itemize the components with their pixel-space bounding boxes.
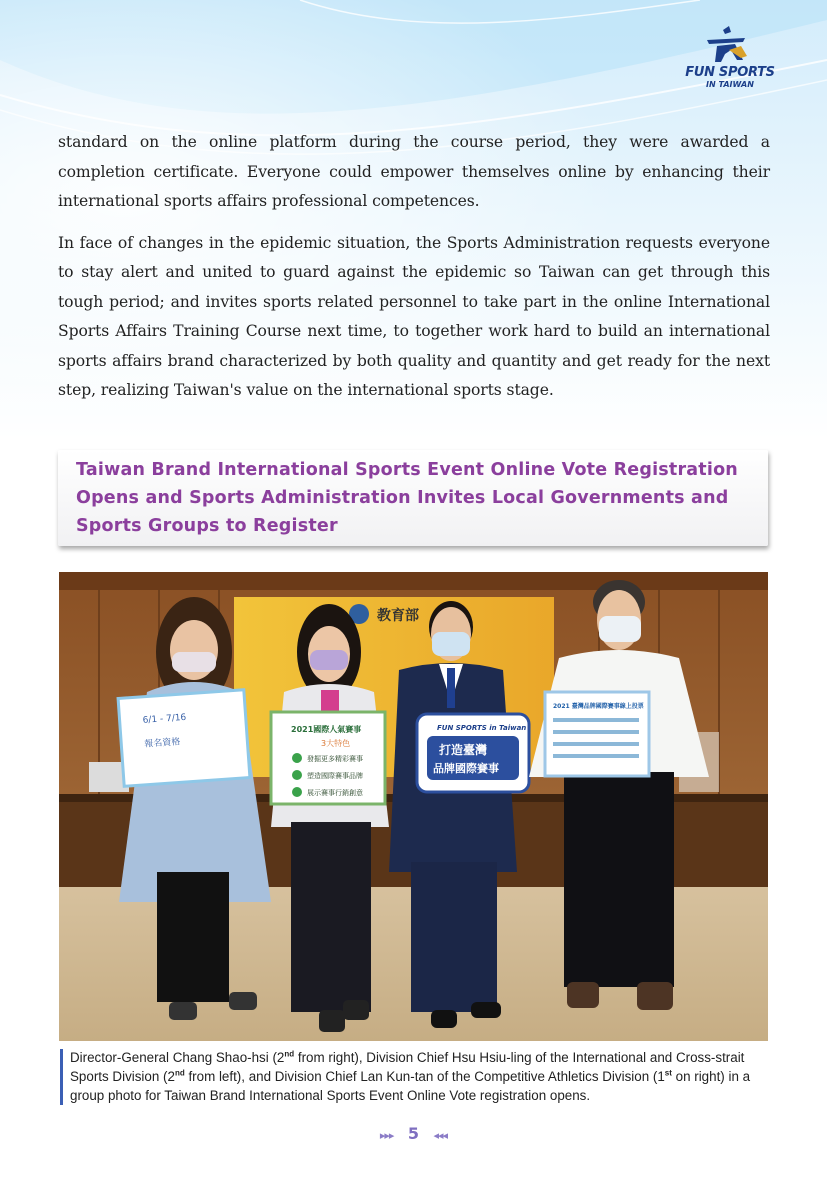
sign-right-title: 2021 臺灣品牌國際賽事線上投票 xyxy=(553,703,644,710)
caption-accent-bar xyxy=(60,1049,63,1105)
article-title-box xyxy=(58,450,768,546)
runner-icon xyxy=(685,24,775,66)
fun-sports-logo xyxy=(685,24,775,94)
body-text xyxy=(58,128,770,418)
sign-middle-sub: 3大特色 xyxy=(321,739,351,748)
arrow-right-icon: ▸▸▸ xyxy=(379,1129,394,1142)
logo-subtitle: IN TAIWAN xyxy=(706,80,754,89)
sign-middle-item: 展示賽事行銷創意 xyxy=(307,789,363,797)
sign-middle-item: 發掘更多精彩賽事 xyxy=(307,755,363,763)
banner-text: 教育部 xyxy=(377,608,419,624)
paragraph: In face of changes in the epidemic situation, the Sports Administration requests everyone to stay alert and united to guard against the epidemic so Taiwan can get through this tough period; and invites sports related personnel to take part in the online International Sports Affairs Training Course next time, to together work hard to build an international sports affairs brand characterized by both quality and quantity and get ready for the next step, realizing Taiwan's value on the international sports stage. xyxy=(58,233,770,399)
sign-center-logo: FUN SPORTS in Taiwan xyxy=(437,724,527,732)
page-number: 5 xyxy=(407,1124,420,1143)
arrow-left-icon: ◂◂◂ xyxy=(433,1129,448,1142)
logo-title: FUN SPORTS xyxy=(685,65,775,80)
paragraph: standard on the online platform during the course period, they were awarded a completion certificate. Everyone could empower themselves online by enhancing their international sports affairs professional competences. xyxy=(58,133,770,210)
sign-middle-title: 2021國際人氣賽事 xyxy=(291,725,362,734)
group-photo xyxy=(59,572,768,1041)
article-title: Taiwan Brand International Sports Event Online Vote Registration Opens and Sports Administration Invites Local Governments and Sports Groups to Register xyxy=(76,460,738,536)
sign-left-line1: 6/1 - 7/16 xyxy=(142,712,187,726)
group-photo-illustration xyxy=(59,572,768,1041)
photo-caption: Director-General Chang Shao-hsi (2nd from right), Division Chief Hsu Hsiu-ling of the International and Cross-strait Sports Division (2nd from left), and Division Chief Lan Kun-tan of the Competitive Athletics Division (1st on right) in a group photo for Taiwan Brand International Sports Event Online Vote registration opens. xyxy=(70,1049,751,1103)
sign-center-line1: 打造臺灣 xyxy=(439,743,488,757)
sign-middle-item: 塑造國際賽事品牌 xyxy=(307,772,363,780)
sign-left-line2: 報名資格 xyxy=(144,737,181,750)
sign-center-line2: 品牌國際賽事 xyxy=(433,762,499,775)
page-number-footer xyxy=(0,1124,827,1143)
